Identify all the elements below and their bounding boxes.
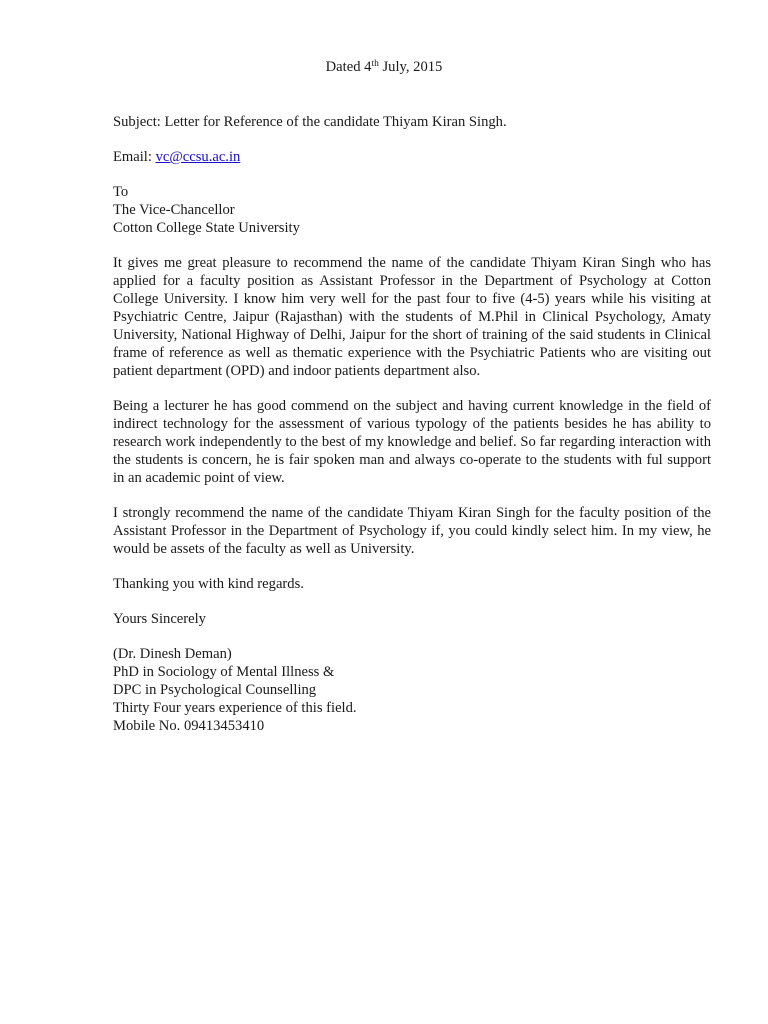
date-prefix: Dated 4 (325, 59, 372, 75)
recipient-to: To (113, 184, 129, 200)
recipient-title: The Vice-Chancellor (113, 202, 235, 218)
email-label: Email: (113, 149, 156, 165)
signature-mobile: Mobile No. 09413453410 (113, 718, 265, 734)
letter-body (113, 113, 711, 735)
signature-name: (Dr. Dinesh Deman) (113, 646, 232, 662)
body-paragraph-3: I strongly recommend the name of the candidate Thiyam Kiran Singh for the faculty position of the Assistant Professor in the Department of Psychology if, you could kindly select him. In my view, he would be assets of the faculty as well as University. (113, 505, 711, 557)
recipient-institution: Cotton College State University (113, 220, 300, 236)
signature-experience: Thirty Four years experience of this field. (113, 700, 357, 716)
body-paragraph-2: Being a lecturer he has good commend on the subject and having current knowledge in the field of indirect technology for the assessment of various typology of the patients besides he has ability to research work independently to the best of my knowledge and belief. So far regarding interaction with the students is concern, he is fair spoken man and always co-operate to the students with ful support in an academic point of view. (113, 398, 711, 486)
closing-thanks: Thanking you with kind regards. (113, 576, 304, 592)
recipient-block (113, 183, 711, 237)
signature-qualification-2: DPC in Psychological Counselling (113, 682, 317, 698)
signature-qualification-1: PhD in Sociology of Mental Illness & (113, 664, 335, 680)
letter-date (0, 58, 768, 76)
closing-valediction: Yours Sincerely (113, 611, 206, 627)
email-line (113, 148, 711, 166)
date-superscript: th (371, 59, 379, 69)
date-suffix: July, 2015 (378, 59, 443, 75)
signature-block (113, 645, 711, 735)
body-paragraph-1: It gives me great pleasure to recommend the name of the candidate Thiyam Kiran Singh who has applied for a faculty position as Assistant Professor in the Department of Psychology at Cotton College University. I know him very well for the past four to five (4-5) years while his visiting at Psychiatric Centre, Jaipur (Rajasthan) with the students of M.Phil in Clinical Psychology, Amaty University, National Highway of Delhi, Jaipur for the short of training of the said students in Clinical frame of reference as well as thematic experience with the Psychiatric Patients who are visiting out patient department (OPD) and indoor patients department also. (113, 255, 711, 379)
subject-line: Subject: Letter for Reference of the candidate Thiyam Kiran Singh. (113, 114, 507, 130)
email-link[interactable]: vc@ccsu.ac.in (155, 149, 241, 165)
